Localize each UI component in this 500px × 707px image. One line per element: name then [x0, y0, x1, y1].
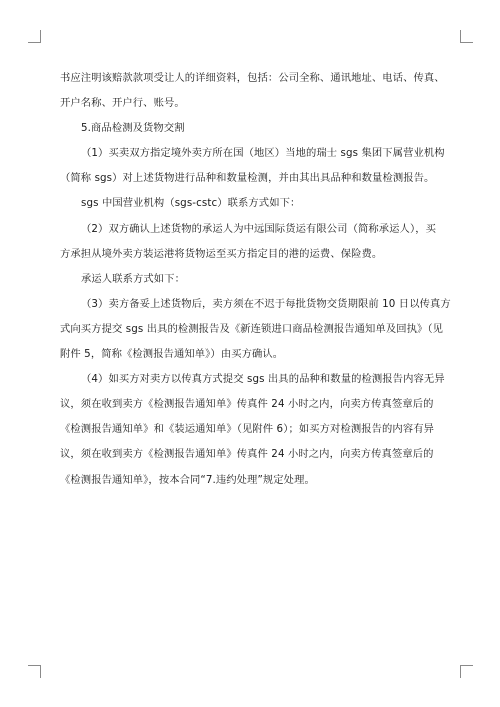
- text-line: sgs 中国营业机构（sgs-cstc）联系方式如下：: [81, 197, 301, 210]
- crop-mark-top-right: [460, 30, 473, 43]
- text-line: （简称 sgs）对上述货物进行品种和数量检测，并由其出具品种和数量检测报告。: [60, 172, 435, 185]
- crop-mark-bottom-right: [460, 665, 473, 678]
- text-line: （3）卖方备妥上述货物后，卖方须在不迟于每批货物交货期限前 10 日以传真方: [81, 297, 451, 310]
- text-line: （1）买卖双方指定境外卖方所在国（地区）当地的瑞士 sgs 集团下属营业机构: [81, 147, 445, 160]
- text-line: 开户名称、开户行、账号。: [60, 97, 185, 110]
- crop-mark-top-left: [28, 30, 41, 43]
- text-line: 《检测报告通知单》和《装运通知单》（见附件 6）；如买方对检测报告的内容有异: [60, 423, 435, 436]
- text-line: （2）双方确认上述货物的承运人为中远国际货运有限公司（简称承运人），买: [81, 222, 436, 235]
- text-line: 5.商品检测及货物交割: [81, 122, 185, 135]
- text-line: （4）如买方对卖方以传真方式提交 sgs 出具的品种和数量的检测报告内容无异: [81, 373, 445, 386]
- text-line: 方承担从境外卖方装运港将货物运至买方指定目的港的运费、保险费。: [60, 247, 383, 260]
- text-line: 式向买方提交 sgs 出具的检测报告及《新连锁进口商品检测报告通知单及回执》（见: [60, 322, 444, 335]
- text-line: 书应注明该赔款款项受让人的详细资料，包括：公司全称、通讯地址、电话、传真、: [60, 72, 445, 84]
- crop-mark-bottom-left: [28, 665, 41, 678]
- text-line: 议，须在收到卖方《检测报告通知单》传真件 24 小时之内，向卖方传真签章后的: [60, 448, 434, 461]
- text-line: 议，须在收到卖方《检测报告通知单》传真件 24 小时之内，向卖方传真签章后的: [60, 398, 434, 411]
- text-line: 承运人联系方式如下：: [81, 272, 185, 285]
- text-line: 《检测报告通知单》，按本合同“7.违约处理”规定处理。: [60, 473, 315, 486]
- text-line: 附件 5，简称《检测报告通知单》）由买方确认。: [60, 348, 284, 361]
- document-body: [60, 66, 450, 493]
